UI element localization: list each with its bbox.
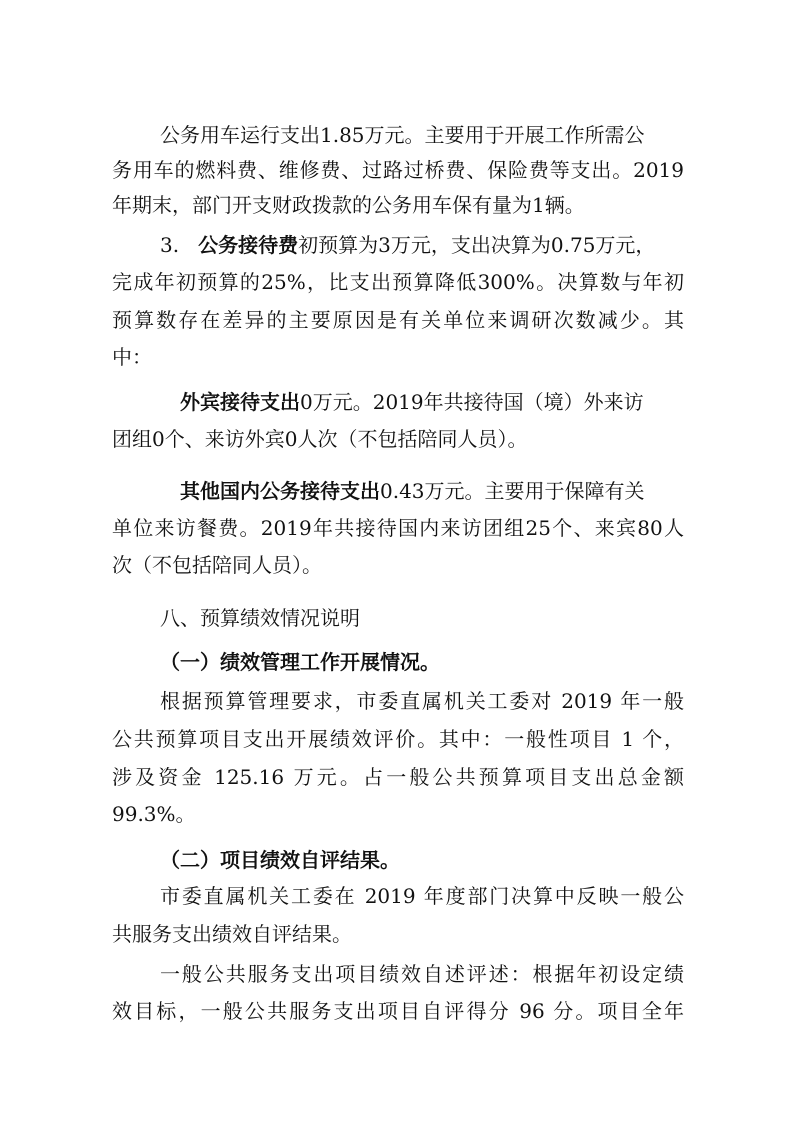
text-line: 次（不包括陪同人员）。 (112, 553, 322, 577)
text-line: 公务用车运行支出1.85万元。主要用于开展工作所需公 (160, 123, 645, 147)
text-line: 团组0个、来访外宾0人次（不包括陪同人员）。 (112, 427, 528, 451)
text-span: 初预算为3万元，支出决算为0.75万元， (298, 233, 656, 257)
subsection-title: （一）绩效管理工作开展情况。 (160, 650, 440, 674)
text-line: 市委直属机关工委在 2019 年度部门决算中反映一般公 (160, 884, 684, 908)
text-line (160, 231, 684, 259)
text-line: 年期末，部门开支财政拨款的公务用车保有量为1辆。 (112, 193, 585, 217)
text-line: 根据预算管理要求，市委直属机关工委对 2019 年一般 (160, 689, 684, 713)
text-line: 99.3%。 (112, 802, 196, 826)
text-line (180, 477, 684, 505)
text-line: 效目标，一般公共服务支出项目自评得分 96 分。项目全年 (112, 999, 684, 1023)
section-heading: 外宾接待支出 (180, 390, 300, 414)
text-line: 一般公共服务支出项目绩效自述评述：根据年初设定绩 (160, 962, 684, 986)
text-line: 单位来访餐费。2019年共接待国内来访团组25个、来宾80人 (112, 516, 684, 540)
item-number: 3. (160, 233, 180, 257)
subsection-title: （二）项目绩效自评结果。 (160, 848, 400, 872)
text-line: 完成年初预算的25%，比支出预算降低300%。决算数与年初 (112, 270, 684, 294)
text-span: 0.43万元。主要用于保障有关 (380, 479, 645, 503)
text-line: 公共预算项目支出开展绩效评价。其中：一般性项目 1 个， (112, 727, 684, 751)
text-line: 务用车的燃料费、维修费、过路过桥费、保险费等支出。2019 (112, 158, 684, 182)
text-line: 共服务支出绩效自评结果。 (112, 922, 352, 946)
section-heading: 公务接待费 (198, 233, 299, 257)
text-line: 涉及资金 125.16 万元。占一般公共预算项目支出总金额 (112, 765, 684, 789)
text-line: 预算数存在差异的主要原因是有关单位来调研次数减少。其 (112, 308, 684, 332)
text-line (180, 388, 684, 416)
text-line: 中： (112, 345, 152, 369)
text-span: 0万元。2019年共接待国（境）外来访 (300, 390, 644, 414)
section-title: 八、预算绩效情况说明 (160, 606, 360, 630)
section-heading: 其他国内公务接待支出 (180, 479, 380, 503)
